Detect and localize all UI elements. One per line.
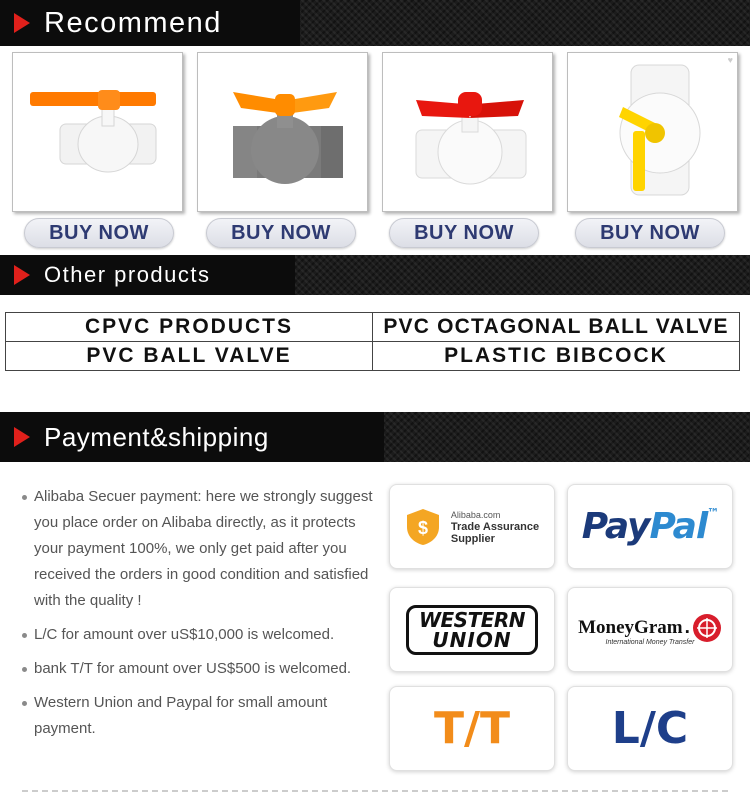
favorite-heart-icon[interactable]: ♥	[727, 55, 733, 65]
bullet-icon	[22, 633, 27, 638]
alibaba-trade-assurance-logo	[389, 484, 555, 569]
product-card-4[interactable]	[567, 52, 738, 212]
payment-terms-list	[22, 484, 384, 750]
bottom-divider	[22, 790, 728, 792]
bullet-icon	[22, 495, 27, 500]
other-products-title-block	[0, 255, 295, 295]
payment-point-text: Western Union and Paypal for small amount payment.	[34, 694, 328, 737]
payment-title: Payment&shipping	[44, 421, 269, 452]
payment-shipping-header	[0, 412, 750, 462]
yellow-pvc-ball-valve-image	[573, 57, 733, 207]
moneygram-dot: .	[684, 617, 690, 638]
paypal-trademark: ™	[707, 506, 719, 520]
table-row	[6, 313, 740, 342]
other-products-header	[0, 255, 750, 295]
tt-text: T/T	[433, 703, 511, 754]
bullet-icon	[22, 667, 27, 672]
paypal-pal-text: Pal	[649, 506, 708, 547]
paypal-logo	[567, 484, 733, 569]
lc-logo	[567, 686, 733, 771]
grey-pvc-ball-valve-image	[203, 62, 363, 202]
product-card-2[interactable]	[197, 52, 368, 212]
buy-now-button-1[interactable]: BUY NOW	[24, 218, 174, 248]
list-item	[22, 622, 384, 648]
list-item	[22, 484, 384, 614]
section-arrow-icon	[14, 427, 30, 447]
payment-point-text: bank T/T for amount over US$500 is welcomed.	[34, 660, 352, 677]
table-row	[6, 342, 740, 371]
payment-point-text: Alibaba Secuer payment: here we strongly suggest you place order on Alibaba directly, as it protects your payment 100%, we only get paid after you received the orders in good condition and satisfied with the quality !	[34, 488, 373, 609]
section-arrow-icon	[14, 13, 30, 33]
list-item	[22, 656, 384, 682]
svg-text:$: $	[417, 517, 428, 538]
section-arrow-icon	[14, 265, 30, 285]
moneygram-name: MoneyGram	[578, 617, 683, 638]
moneygram-logo	[567, 587, 733, 672]
western-text: WESTERN	[418, 607, 526, 632]
payment-point-text: L/C for amount over uS$10,000 is welcomed.	[34, 626, 335, 643]
western-union-logo	[389, 587, 555, 672]
buy-now-button-3[interactable]: BUY NOW	[389, 218, 539, 248]
other-products-title: Other products	[44, 262, 211, 287]
product-link-plastic-bibcock[interactable]: PLASTIC BIBCOCK	[373, 342, 740, 371]
product-link-cpvc-products[interactable]: CPVC PRODUCTS	[6, 313, 373, 342]
product-card-1[interactable]	[12, 52, 183, 212]
recommend-title-block	[0, 0, 300, 46]
alibaba-site-label: Alibaba.com	[450, 509, 501, 520]
red-pvc-ball-valve-image	[388, 62, 548, 202]
payment-title-block	[0, 412, 384, 462]
buy-now-button-4[interactable]: BUY NOW	[575, 218, 725, 248]
product-link-pvc-octagonal-ball-valve[interactable]: PVC OCTAGONAL BALL VALVE	[373, 313, 740, 342]
product-link-pvc-ball-valve[interactable]: PVC BALL VALVE	[6, 342, 373, 371]
tt-logo	[389, 686, 555, 771]
moneygram-tagline: International Money Transfer	[605, 639, 695, 646]
lc-text: L/C	[611, 703, 689, 754]
paypal-pay-text: Pay	[581, 506, 650, 547]
other-products-table	[5, 312, 740, 371]
supplier-label: Supplier	[450, 532, 495, 545]
bullet-icon	[22, 701, 27, 706]
moneygram-globe-icon	[692, 613, 722, 643]
trade-assurance-label: Trade Assurance	[450, 520, 540, 533]
list-item	[22, 690, 384, 742]
recommend-title: Recommend	[44, 6, 222, 39]
recommend-header	[0, 0, 750, 46]
orange-pvc-ball-valve-image	[18, 62, 178, 202]
trade-assurance-shield-icon	[405, 507, 441, 547]
product-card-3[interactable]	[382, 52, 553, 212]
union-text: UNION	[432, 627, 512, 652]
buy-now-button-2[interactable]: BUY NOW	[206, 218, 356, 248]
